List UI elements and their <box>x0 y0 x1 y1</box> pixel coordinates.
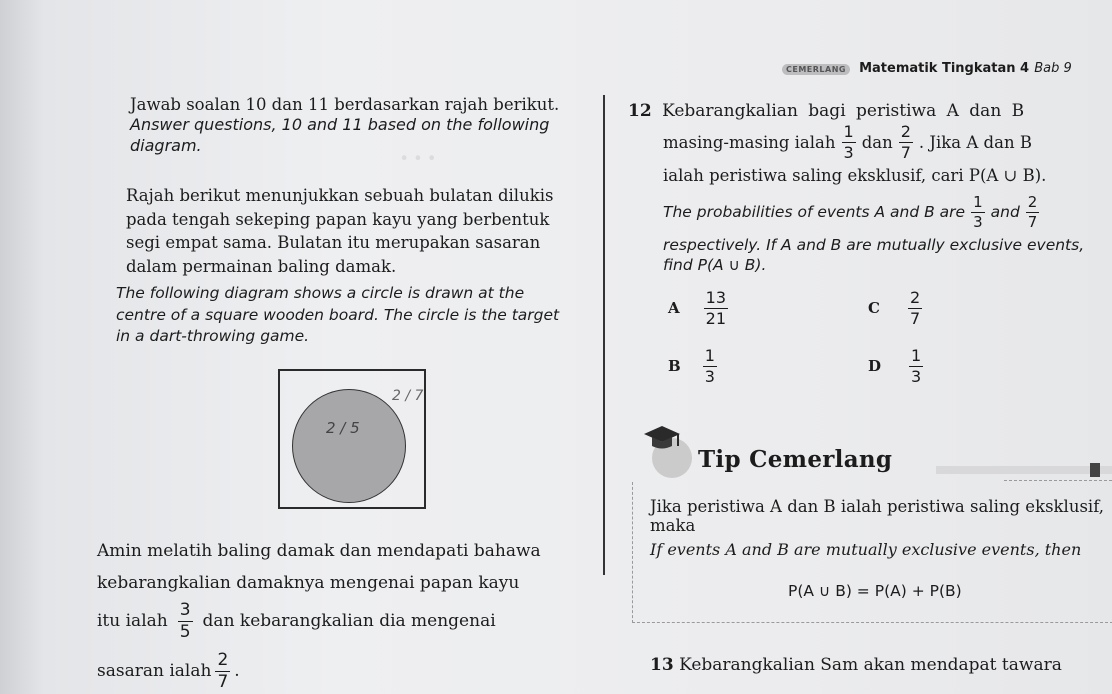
q12-ms-3: ialah peristiwa saling eksklusif, cari P(A ∪ B). <box>663 166 1047 185</box>
description-ms <box>126 184 553 278</box>
desc-en-line: centre of a square wooden board. The circle is the target <box>116 305 560 324</box>
option-fraction <box>909 345 923 386</box>
tip-en: If events A and B are mutually exclusive events, then <box>650 540 1082 559</box>
fraction-num: 2 <box>909 287 921 307</box>
desc-ms-line: pada tengah sekeping papan kayu yang berbentuk <box>126 209 550 229</box>
tip-title-bar <box>936 466 1112 474</box>
q12-ms-1: Kebarangkalian bagi peristiwa A dan B <box>662 101 1025 121</box>
desc-en-line: The following diagram shows a circle is drawn at the <box>116 284 525 302</box>
fraction-b <box>899 121 913 162</box>
intro-en-line-2: diagram. <box>130 136 202 155</box>
header <box>782 57 1072 76</box>
body-line-4 <box>97 648 240 694</box>
fraction-num: 2 <box>1027 192 1038 211</box>
q12-en-1a: The probabilities of events A and B are <box>663 203 966 221</box>
option-letter: B <box>668 357 681 375</box>
fraction-den: 3 <box>973 212 983 231</box>
q13-number: 13 <box>650 655 674 675</box>
desc-en-line: in a dart-throwing game. <box>116 327 310 345</box>
fraction-num: 1 <box>911 345 922 365</box>
q12-en-line-1 <box>663 190 1045 234</box>
body-line-2: kebarangkalian damaknya mengenai papan kayu <box>97 573 520 593</box>
graduation-cap-icon <box>640 420 700 482</box>
desc-ms-line: segi empat sama. Bulatan itu merupakan sasaran <box>126 233 541 252</box>
tip-ms-2: maka <box>650 516 696 535</box>
cemerlang-logo: CEMERLANG <box>782 64 850 75</box>
option-c[interactable] <box>868 286 925 330</box>
body-line-1: Amin melatih baling damak dan mendapati bahawa <box>97 541 541 561</box>
fraction-en-b <box>1026 192 1040 231</box>
body-4-end: . <box>234 661 240 681</box>
fraction-num: 1 <box>704 345 715 365</box>
tip-ms-1: Jika peristiwa A dan B ialah peristiwa saling eksklusif, <box>650 497 1104 516</box>
q12-ms-2b: dan <box>861 132 893 152</box>
fraction-num: 13 <box>705 287 726 307</box>
fraction-den: 21 <box>705 308 726 328</box>
option-letter: A <box>668 299 680 317</box>
tip-box-icon <box>640 420 700 482</box>
option-fraction <box>908 287 922 328</box>
body-4-start: sasaran ialah <box>97 661 212 681</box>
handwritten-note-circle: 2 / 5 <box>326 419 360 437</box>
fraction-num: 2 <box>900 121 911 141</box>
tip-title-marker <box>1090 463 1100 477</box>
fraction-num: 1 <box>973 192 983 211</box>
fraction-num: 3 <box>179 599 191 620</box>
option-d[interactable] <box>868 344 926 388</box>
fraction-board <box>178 599 193 642</box>
fraction-den: 7 <box>909 308 921 328</box>
option-letter: C <box>868 299 880 317</box>
intro-en-line-1: Answer questions, 10 and 11 based on the following <box>130 115 550 134</box>
option-a[interactable] <box>668 286 731 330</box>
show-through-text: ∙ ∙ ∙ <box>400 148 436 168</box>
fraction-target <box>215 649 230 692</box>
header-chapter: Bab 9 <box>1034 61 1072 76</box>
fraction-den: 3 <box>843 142 854 162</box>
option-fraction <box>703 345 717 386</box>
q13-line <box>650 655 1062 675</box>
q12-en-1b: and <box>990 203 1020 221</box>
q12-line-2 <box>663 120 1032 164</box>
q13-text: Kebarangkalian Sam akan mendapat tawara <box>679 655 1062 675</box>
target-circle <box>292 389 406 503</box>
fraction-den: 7 <box>217 671 229 692</box>
handwritten-note-corner: 2 / 7 <box>392 388 424 404</box>
desc-ms-line: dalam permainan baling damak. <box>126 256 397 276</box>
fraction-den: 5 <box>179 621 191 642</box>
tip-formula: P(A ∪ B) = P(A) + P(B) <box>788 582 962 600</box>
fraction-en-a <box>971 192 985 231</box>
fraction-num: 1 <box>843 121 854 141</box>
fraction-den: 7 <box>900 142 911 162</box>
option-fraction <box>704 287 728 328</box>
body-line-3 <box>97 598 496 644</box>
q12-ms-2c: . Jika A dan B <box>918 132 1032 152</box>
q12-number: 12 <box>628 101 652 121</box>
q12-en-3: find P(A ∪ B). <box>663 256 767 274</box>
option-letter: D <box>868 357 882 375</box>
q12-en-2: respectively. If A and B are mutually exclusive events, <box>663 236 1085 254</box>
desc-ms-line: Rajah berikut menunjukkan sebuah bulatan dilukis <box>126 186 554 205</box>
header-title: Matematik Tingkatan 4 <box>859 61 1030 76</box>
q12-line-1 <box>628 101 1024 121</box>
fraction-a <box>842 121 856 162</box>
q12-ms-2a: masing-masing ialah <box>663 132 836 152</box>
body-3-end: dan kebarangkalian dia mengenai <box>202 611 496 631</box>
fraction-num: 2 <box>217 649 229 670</box>
fraction-den: 7 <box>1027 212 1038 231</box>
fraction-den: 3 <box>704 366 715 386</box>
fraction-den: 3 <box>911 366 922 386</box>
option-b[interactable] <box>668 344 720 388</box>
description-en <box>116 283 559 348</box>
column-divider <box>603 95 605 575</box>
intro-ms: Jawab soalan 10 dan 11 berdasarkan rajah berikut. <box>130 95 560 114</box>
body-3-start: itu ialah <box>97 611 168 631</box>
tip-title: Tip Cemerlang <box>698 446 893 473</box>
